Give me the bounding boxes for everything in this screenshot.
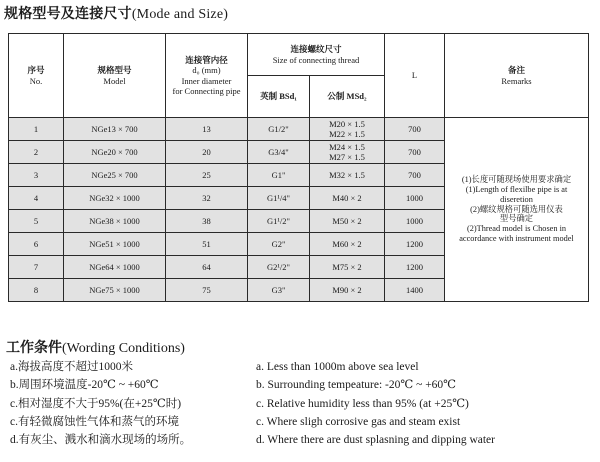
condition-item: d.有灰尘、溅水和滴水现场的场所。: [10, 434, 192, 447]
cell-no: 8: [9, 279, 64, 302]
conditions-title: [6, 337, 185, 357]
cell-bsd1: G1": [248, 164, 310, 187]
cell-model: NGe13 × 700: [64, 118, 166, 141]
condition-item: c.有轻微腐蚀性气体和蒸气的环境: [10, 415, 179, 428]
cell-model: NGe75 × 1000: [64, 279, 166, 302]
cell-bsd1: G2": [248, 233, 310, 256]
cell-no: 4: [9, 187, 64, 210]
header-bsd1: 英制 BSd₁: [248, 76, 310, 118]
cell-msd2: M32 × 1.5: [310, 164, 385, 187]
cell-msd2: M75 × 2: [310, 256, 385, 279]
conditions-list-zh: [10, 358, 191, 449]
cell-msd2: M50 × 2: [310, 210, 385, 233]
cell-model: NGe25 × 700: [64, 164, 166, 187]
remark-line: diseretion: [500, 194, 533, 204]
header-thread-size: 连接螺纹尺寸 Size of connecting thread: [248, 34, 385, 76]
condition-item: c.相对湿度不大于95%(在+25℃时): [10, 397, 182, 410]
cell-bsd1: G2¹/2": [248, 256, 310, 279]
cell-diameter: 25: [166, 164, 248, 187]
remark-line: (2)螺纹规格可随选用仪表: [470, 204, 563, 214]
cell-model: NGe38 × 1000: [64, 210, 166, 233]
cell-length: 700: [385, 164, 445, 187]
remark-line: (2)Thread model is Chosen in: [466, 224, 567, 234]
table-row: [9, 118, 589, 141]
header-msd2: 公制 MSd₂: [310, 76, 385, 118]
condition-item: c. Relative humidity less than 95% (at +25℃): [256, 397, 469, 410]
cell-model: NGe20 × 700: [64, 141, 166, 164]
cell-bsd1: G3/4": [248, 141, 310, 164]
remark-line: accordance with instrument model: [459, 234, 574, 244]
cell-length: 700: [385, 118, 445, 141]
condition-item: b.周围环境温度-20℃ ~ +60℃: [10, 379, 159, 392]
cell-diameter: 51: [166, 233, 248, 256]
cell-no: 2: [9, 141, 64, 164]
cell-model: NGe51 × 1000: [64, 233, 166, 256]
header-length: L: [385, 34, 445, 118]
cell-msd2: M60 × 2: [310, 233, 385, 256]
cell-diameter: 64: [166, 256, 248, 279]
condition-item: d. Where there are dust splasning and dipping water: [256, 434, 495, 447]
cell-model: NGe64 × 1000: [64, 256, 166, 279]
cell-bsd1: G1/2": [248, 118, 310, 141]
spec-table: [8, 33, 589, 302]
cell-no: 3: [9, 164, 64, 187]
remark-line: 型号确定: [499, 214, 534, 224]
cell-no: 1: [9, 118, 64, 141]
cell-bsd1: G3": [248, 279, 310, 302]
title-en: (Mode and Size): [131, 7, 229, 22]
cell-msd2: M24 × 1.5 M27 × 1.5: [310, 141, 385, 164]
conditions-title-en: (Wording Conditions): [62, 341, 185, 356]
cell-bsd1: G1¹/2": [248, 210, 310, 233]
cell-diameter: 75: [166, 279, 248, 302]
condition-item: a. Less than 1000m above sea level: [256, 361, 419, 373]
cell-length: 1400: [385, 279, 445, 302]
remarks-cell: [445, 118, 589, 302]
cell-msd2: M90 × 2: [310, 279, 385, 302]
title-zh: 规格型号及连接尺寸: [4, 7, 132, 22]
condition-item: b. Surrounding tempeature: -20℃ ~ +60℃: [256, 379, 457, 392]
cell-msd2: M20 × 1.5 M22 × 1.5: [310, 118, 385, 141]
cell-no: 6: [9, 233, 64, 256]
header-remarks: 备注 Remarks: [445, 34, 589, 118]
cell-length: 700: [385, 141, 445, 164]
cell-length: 1000: [385, 187, 445, 210]
cell-msd2: M40 × 2: [310, 187, 385, 210]
cell-length: 1200: [385, 256, 445, 279]
cell-bsd1: G1¹/4": [248, 187, 310, 210]
cell-diameter: 20: [166, 141, 248, 164]
condition-item: c. Where sligh corrosive gas and steam exist: [256, 415, 461, 428]
conditions-title-zh: 工作条件: [6, 341, 62, 356]
cell-no: 7: [9, 256, 64, 279]
conditions-list-en: [256, 358, 495, 449]
cell-diameter: 13: [166, 118, 248, 141]
header-inner-diameter: 连接管内径 d₀ (mm) Inner diameter for Connecting pipe: [166, 34, 248, 118]
remark-line: (1)长度可随现场使用要求确定: [461, 174, 572, 184]
header-model: 规格型号 Model: [64, 34, 166, 118]
header-no: 序号 No.: [9, 34, 64, 118]
cell-model: NGe32 × 1000: [64, 187, 166, 210]
page-title: [4, 3, 228, 23]
cell-length: 1000: [385, 210, 445, 233]
condition-item: a.海拔高度不超过1000米: [10, 361, 133, 373]
remark-line: (1)Length of flexilbe pipe is at: [465, 184, 568, 194]
cell-diameter: 32: [166, 187, 248, 210]
cell-length: 1200: [385, 233, 445, 256]
cell-no: 5: [9, 210, 64, 233]
cell-diameter: 38: [166, 210, 248, 233]
